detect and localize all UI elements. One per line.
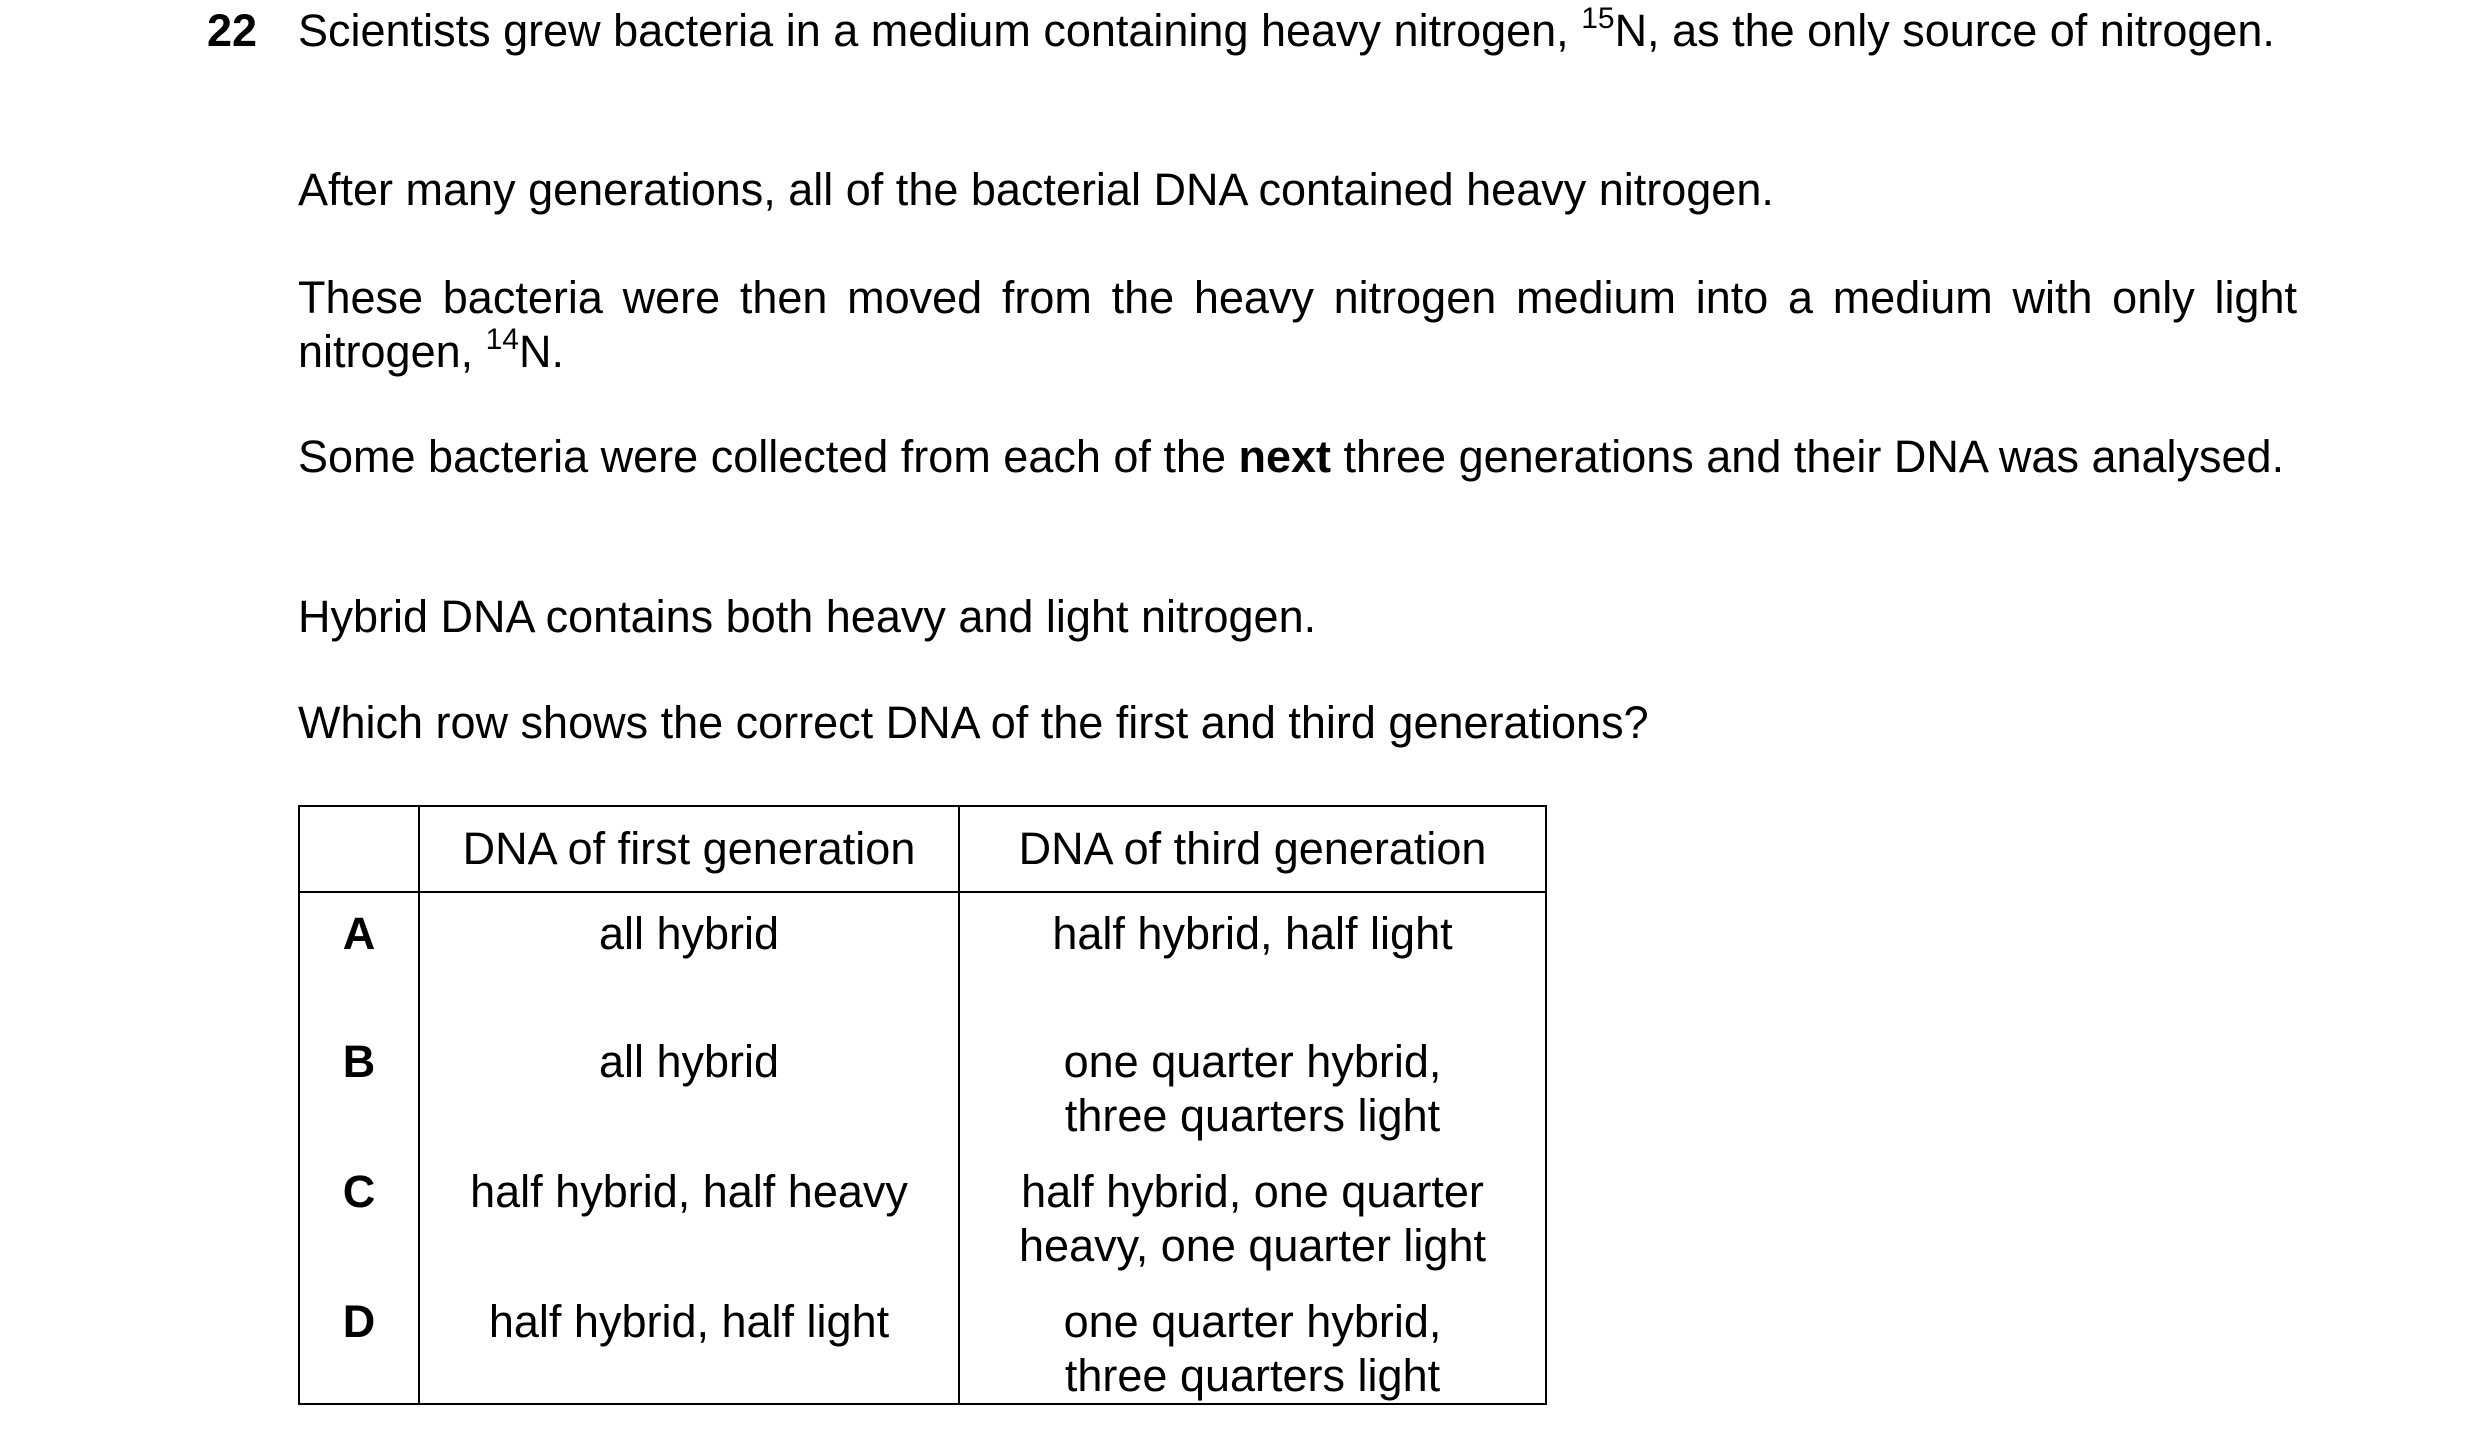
third-generation-line: one quarter hybrid, <box>1063 1296 1442 1347</box>
third-generation-line: three quarters light <box>1064 1090 1441 1141</box>
third-generation-line: heavy, one quarter light <box>1019 1220 1486 1271</box>
para3-text-before: These bacteria were then moved from the heavy nitrogen medium into a medium with only light nitrogen, <box>298 272 2297 377</box>
first-generation-cell: all hybrid <box>419 892 959 1029</box>
intro-paragraph <box>298 4 2297 58</box>
paragraph-next-generations <box>298 430 2297 484</box>
table-row <box>299 1287 1546 1404</box>
paragraph-heavy-dna: After many generations, all of the bacterial DNA contained heavy nitrogen. <box>298 164 1774 215</box>
header-first-generation: DNA of first generation <box>419 806 959 892</box>
isotope-mass-14: 14 <box>485 323 519 356</box>
option-key-d: D <box>299 1287 419 1404</box>
paragraph-moved-medium <box>298 271 2297 379</box>
first-generation-cell: half hybrid, half light <box>419 1287 959 1404</box>
answer-table <box>298 805 1547 1405</box>
option-key-b: B <box>299 1029 419 1157</box>
third-generation-cell <box>959 892 1546 1029</box>
table-header-row <box>299 806 1546 892</box>
first-generation-cell: half hybrid, half heavy <box>419 1157 959 1287</box>
third-generation-line: three quarters light <box>1064 1350 1441 1401</box>
para4-text-after: three generations and their DNA was analysed. <box>1331 431 2285 482</box>
third-generation-line: half hybrid, one quarter <box>1021 1166 1484 1217</box>
option-key-c: C <box>299 1157 419 1287</box>
intro-text-before: Scientists grew bacteria in a medium containing heavy nitrogen, <box>298 5 1582 56</box>
para3-text-after: N. <box>519 326 564 377</box>
third-generation-line: half hybrid, half light <box>1052 908 1453 959</box>
para4-text-before: Some bacteria were collected from each of the <box>298 431 1239 482</box>
third-generation-cell <box>959 1287 1546 1404</box>
third-generation-cell <box>959 1029 1546 1157</box>
paragraph-hybrid-definition: Hybrid DNA contains both heavy and light nitrogen. <box>298 591 1317 642</box>
question-prompt: Which row shows the correct DNA of the first and third generations? <box>298 697 1649 748</box>
table-row <box>299 1157 1546 1287</box>
header-key-cell <box>299 806 419 892</box>
third-generation-line: one quarter hybrid, <box>1063 1036 1442 1087</box>
third-generation-cell <box>959 1157 1546 1287</box>
intro-text-after: N, as the only source of nitrogen. <box>1614 5 2275 56</box>
table-row <box>299 892 1546 1029</box>
table-row <box>299 1029 1546 1157</box>
header-third-generation: DNA of third generation <box>959 806 1546 892</box>
first-generation-cell: all hybrid <box>419 1029 959 1157</box>
question-number: 22 <box>207 5 258 56</box>
option-key-a: A <box>299 892 419 1029</box>
isotope-mass-15: 15 <box>1581 2 1615 35</box>
para4-bold-next: next <box>1238 431 1332 482</box>
